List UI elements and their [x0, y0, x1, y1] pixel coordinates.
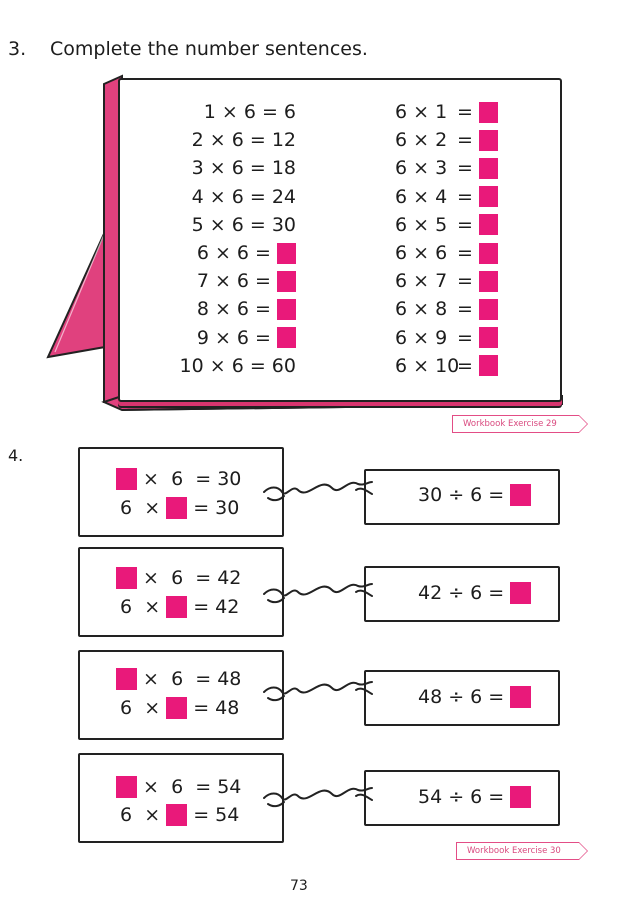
- equals-sign: =: [193, 697, 210, 719]
- row-text: 6 × 4: [395, 185, 448, 208]
- rope-connector: [264, 584, 372, 602]
- question-4-number: 4.: [8, 446, 24, 465]
- division-text: 54 ÷ 6 =: [418, 786, 505, 808]
- row-text: 6 × 3: [395, 157, 448, 180]
- row-text: 2 × 6 = 12: [191, 129, 296, 152]
- factor: 6: [120, 804, 133, 826]
- times-sign: ×: [144, 697, 161, 719]
- factor: 6: [171, 468, 184, 490]
- division-text: 48 ÷ 6 =: [418, 686, 505, 708]
- equals-sign: =: [457, 241, 473, 264]
- row-text: 6 × 6: [395, 241, 448, 264]
- equals-sign: =: [457, 101, 473, 123]
- equals-sign: =: [195, 776, 212, 798]
- equals-sign: =: [457, 129, 473, 152]
- equals-sign: =: [457, 298, 473, 321]
- factor: 6: [171, 668, 184, 690]
- equals-sign: =: [193, 804, 210, 826]
- row-text: 6 × 6 =: [196, 241, 271, 264]
- rope-connector: [264, 788, 372, 806]
- factor: 6: [171, 567, 184, 589]
- equals-sign: =: [195, 468, 212, 490]
- row-text: 9 × 6 =: [196, 326, 271, 349]
- equals-sign: =: [193, 497, 210, 519]
- row-text: 6 × 9: [395, 326, 448, 349]
- equals-sign: =: [195, 567, 212, 589]
- factor: 6: [120, 497, 133, 519]
- row-text: 3 × 6 = 18: [191, 157, 296, 180]
- row-text: 6 × 7: [395, 270, 448, 293]
- equals-sign: =: [457, 326, 473, 349]
- equals-sign: =: [457, 213, 473, 236]
- factor: 6: [171, 776, 184, 798]
- row-text: 8 × 6 =: [196, 298, 271, 321]
- row-text: 6 × 1: [395, 101, 448, 123]
- rope-connector: [264, 682, 372, 700]
- times-sign: ×: [144, 497, 161, 519]
- times-sign: ×: [143, 668, 159, 690]
- equals-sign: =: [193, 596, 210, 618]
- equals-sign: =: [457, 354, 473, 377]
- product: 30: [217, 468, 242, 490]
- question-3-instruction: Complete the number sentences.: [50, 38, 368, 60]
- product: 42: [215, 596, 240, 618]
- equals-sign: =: [457, 185, 473, 208]
- row-text: 6 × 10: [395, 354, 460, 377]
- workbook-exercise-30-tag: Workbook Exercise 30: [456, 842, 579, 860]
- row-text: 5 × 6 = 30: [191, 213, 296, 236]
- product: 54: [217, 776, 242, 798]
- times-sign: ×: [143, 468, 159, 490]
- times-sign: ×: [143, 567, 159, 589]
- workbook-exercise-29-tag: Workbook Exercise 29: [452, 415, 579, 433]
- product: 54: [215, 804, 240, 826]
- times-sign: ×: [144, 596, 161, 618]
- product: 42: [217, 567, 242, 589]
- row-text: 6 × 8: [395, 298, 448, 321]
- equals-sign: =: [457, 157, 473, 180]
- row-text: 7 × 6 =: [196, 270, 271, 293]
- equals-sign: =: [457, 270, 473, 293]
- factor: 6: [120, 697, 133, 719]
- times-sign: ×: [144, 804, 161, 826]
- product: 48: [217, 668, 242, 690]
- question-3-number: 3.: [8, 38, 27, 60]
- equals-sign: =: [195, 668, 212, 690]
- rope-connector: [264, 482, 372, 500]
- row-text: 1 × 6 = 6: [203, 101, 296, 123]
- times-sign: ×: [143, 776, 159, 798]
- row-text: 6 × 5: [395, 213, 448, 236]
- row-text: 10 × 6 = 60: [179, 354, 296, 377]
- factor: 6: [120, 596, 133, 618]
- row-text: 6 × 2: [395, 129, 448, 152]
- product: 48: [215, 697, 240, 719]
- row-text: 4 × 6 = 24: [191, 185, 296, 208]
- product: 30: [215, 497, 240, 519]
- division-text: 30 ÷ 6 =: [418, 484, 505, 506]
- division-text: 42 ÷ 6 =: [418, 582, 505, 604]
- page-number: 73: [290, 878, 308, 894]
